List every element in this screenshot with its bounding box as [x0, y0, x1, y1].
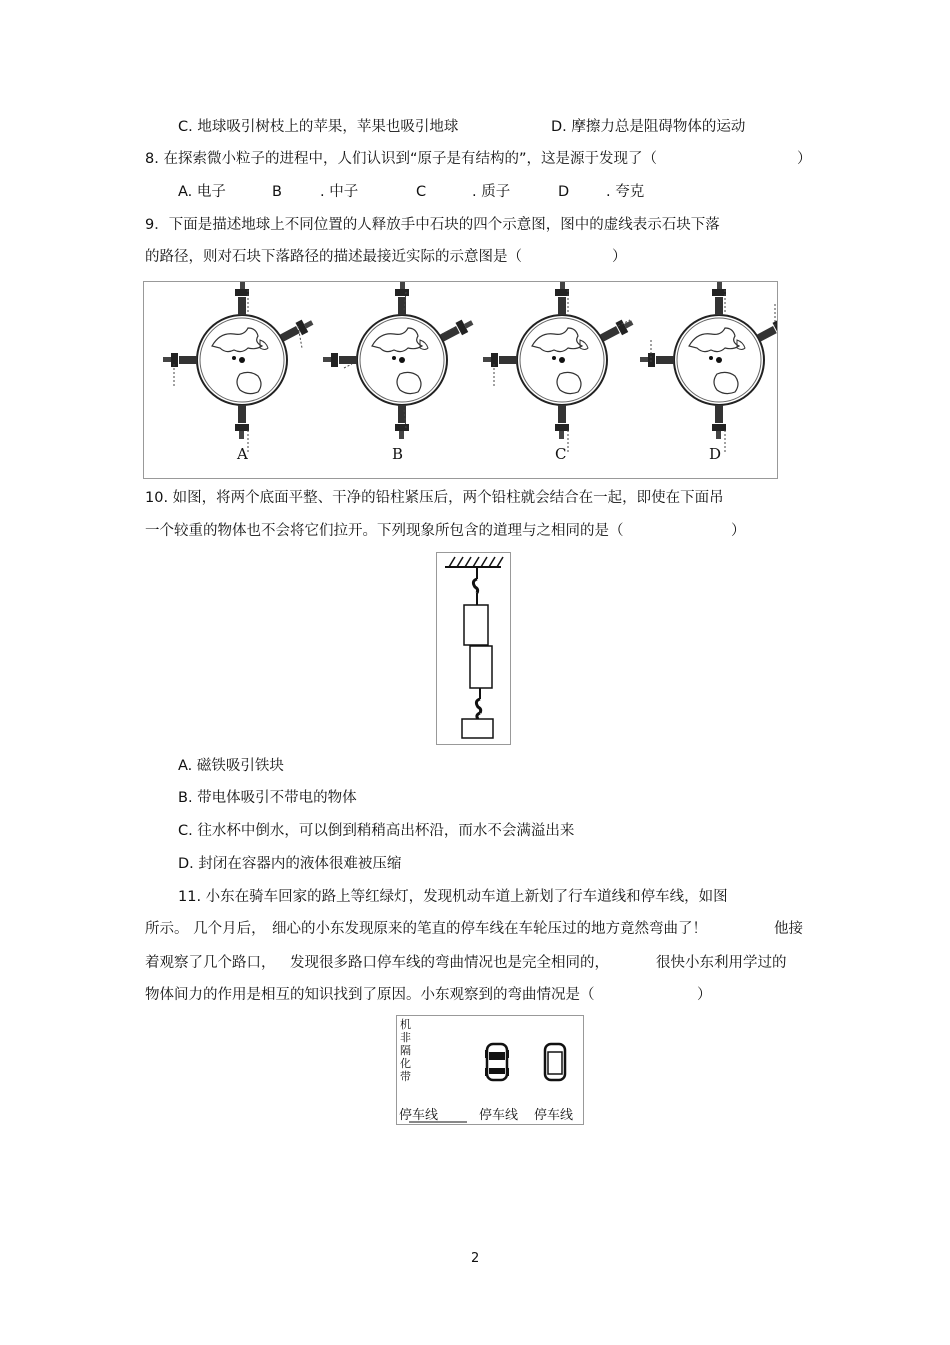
q11-line3b: 发现很多路口停车线的弯曲情况也是完全相同的，	[290, 955, 609, 971]
globe-label-a: A	[237, 445, 248, 463]
q11-line2c: 他接	[774, 921, 803, 937]
q8-option-a: A. 电子	[178, 184, 226, 200]
globe-c	[483, 282, 635, 452]
q10-figure	[436, 552, 511, 745]
car-2	[545, 1044, 565, 1080]
stop-line-label-2: 停车线	[479, 1108, 519, 1123]
q8-option-d-letter: D	[558, 184, 570, 200]
q7-option-d: D. 摩擦力总是阻碍物体的运动	[551, 119, 746, 135]
globe-label-d: D	[709, 445, 722, 463]
q11-line4: 物体间力的作用是相互的知识找到了原因。小东观察到的弯曲情况是（	[145, 987, 595, 1003]
q10-line2: 一个较重的物体也不会将它们拉开。下列现象所包含的道理与之相同的是（	[145, 523, 624, 539]
q8-option-d-text: . 夸克	[606, 184, 645, 200]
median-strip-label: 机非隔化带	[400, 1018, 411, 1083]
q11-line1: 11. 小东在骑车回家的路上等红绿灯，发现机动车道上新划了行车道线和停车线，如图	[178, 889, 728, 905]
q11-line2a: 所示。 几个月后，	[145, 921, 266, 937]
q10-option-b: B. 带电体吸引不带电的物体	[178, 790, 357, 806]
q9-line1: 9．下面是描述地球上不同位置的人释放手中石块的四个示意图，图中的虚线表示石块下落	[145, 217, 720, 233]
lead-cylinders-svg	[437, 553, 510, 744]
globe-d	[640, 282, 777, 452]
q10-close-paren: ）	[731, 523, 746, 539]
car-1	[485, 1044, 509, 1080]
stop-line-label-1: 停车线	[399, 1108, 439, 1123]
q11-figure	[396, 1015, 584, 1125]
globe-a	[163, 282, 315, 452]
q11-line3a: 着观察了几个路口，	[145, 955, 276, 971]
q8-option-b-letter: B	[272, 184, 282, 200]
q9-close-paren: ）	[612, 249, 627, 265]
globe-label-c: C	[555, 445, 567, 463]
page-number: 2	[471, 1251, 480, 1266]
stop-line-label-3: 停车线	[534, 1108, 574, 1123]
q8-option-b-text: . 中子	[320, 184, 359, 200]
globe-label-b: B	[392, 445, 404, 463]
q7-option-c: C. 地球吸引树枝上的苹果，苹果也吸引地球	[178, 119, 459, 135]
q10-line1: 10. 如图，将两个底面平整、干净的铅柱紧压后，两个铅柱就会结合在一起，即使在下面吊	[145, 490, 724, 506]
globe-b	[323, 282, 475, 439]
q11-line2b: 细心的小东发现原来的笔直的停车线在车轮压过的地方竟然弯曲了！	[272, 921, 707, 937]
q8-option-c-letter: C	[416, 184, 427, 200]
q11-close-paren: ）	[697, 987, 712, 1003]
q9-line2: 的路径，则对石块下落路径的描述最接近实际的示意图是（	[145, 249, 522, 265]
q11-line3c: 很快小东利用学过的	[656, 955, 787, 971]
q10-option-c: C. 往水杯中倒水，可以倒到稍稍高出杯沿，而水不会满溢出来	[178, 823, 575, 839]
q8-stem: 8. 在探索微小粒子的进程中，人们认识到“原子是有结构的”，这是源于发现了（	[145, 151, 657, 167]
q9-figure	[143, 281, 778, 479]
q8-close-paren: ）	[797, 151, 812, 167]
q10-option-a: A. 磁铁吸引铁块	[178, 758, 284, 774]
q8-option-c-text: . 质子	[472, 184, 511, 200]
q10-option-d: D. 封闭在容器内的液体很难被压缩	[178, 856, 402, 872]
